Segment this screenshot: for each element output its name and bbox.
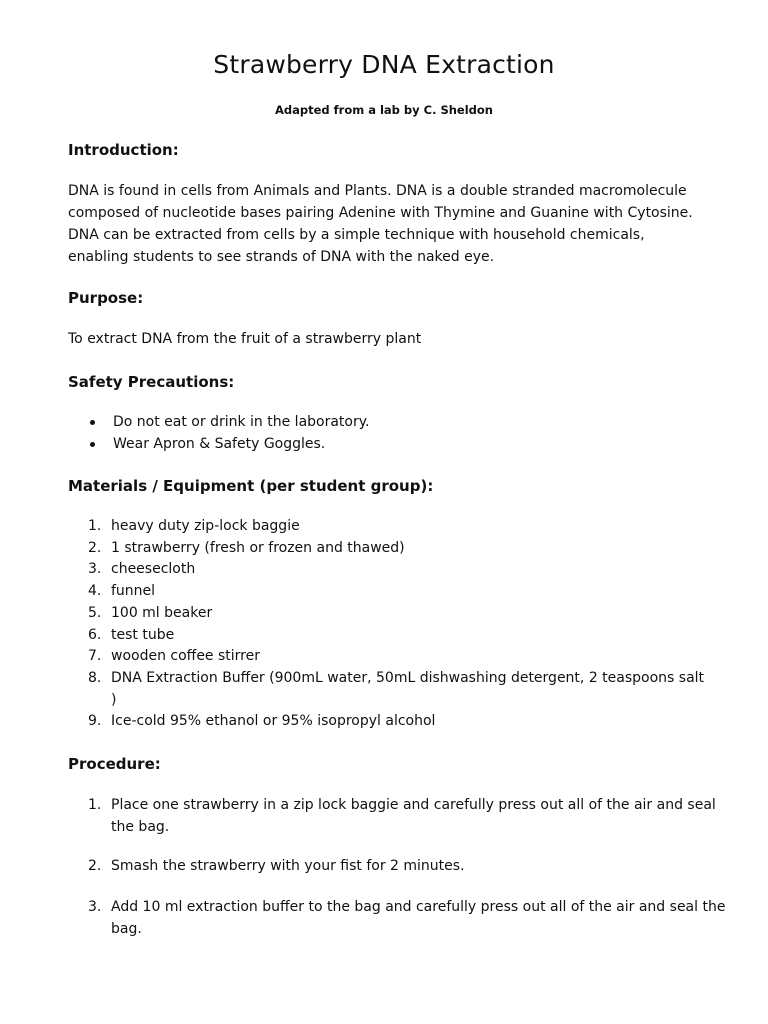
material-text: 100 ml beaker (111, 604, 213, 621)
list-item (88, 559, 708, 581)
item-number: 7. (88, 648, 102, 665)
safety-item-text: Do not eat or drink in the laboratory. (113, 414, 370, 430)
list-item (90, 433, 369, 455)
material-text: Ice-cold 95% ethanol or 95% isopropyl alcohol (111, 713, 436, 730)
safety-heading: Safety Precautions: (68, 373, 235, 391)
purpose-heading: Purpose: (68, 289, 144, 307)
procedure-step (88, 794, 731, 838)
step-number: 3. (88, 899, 102, 915)
material-text: wooden coffee stirrer (111, 648, 260, 665)
page-title: Strawberry DNA Extraction (213, 50, 555, 79)
list-item (88, 668, 708, 711)
list-item (88, 603, 708, 625)
item-number: 3. (88, 561, 102, 578)
safety-list (90, 411, 369, 455)
material-text: test tube (111, 626, 175, 643)
introduction-line: enabling students to see strands of DNA with the naked eye. (68, 249, 495, 265)
list-item (88, 625, 708, 647)
introduction-paragraph (68, 180, 718, 268)
item-number: 8. (88, 669, 102, 686)
introduction-line: DNA can be extracted from cells by a simple technique with household chemicals, (68, 227, 645, 243)
list-item (88, 516, 708, 538)
purpose-paragraph (68, 328, 718, 350)
purpose-text: To extract DNA from the fruit of a strawberry plant (68, 331, 422, 347)
material-text: cheesecloth (111, 561, 196, 578)
page-subtitle: Adapted from a lab by C. Sheldon (275, 103, 493, 117)
step-number: 2. (88, 858, 102, 874)
list-item (88, 581, 708, 603)
step-text: Smash the strawberry with your fist for 2 minutes. (111, 858, 465, 874)
safety-item-text: Wear Apron & Safety Goggles. (113, 436, 326, 452)
procedure-step (88, 855, 731, 877)
item-number: 1. (88, 518, 102, 534)
material-text: DNA Extraction Buffer (900mL water, 50mL dishwashing detergent, 2 teaspoons salt ) (111, 669, 705, 708)
step-text: Place one strawberry in a zip lock baggie and carefully press out all of the air and seal the bag. (111, 797, 716, 835)
material-text: funnel (111, 583, 156, 600)
material-text: 1 strawberry (fresh or frozen and thawed) (111, 539, 405, 556)
item-number: 2. (88, 539, 102, 556)
procedure-step (88, 896, 731, 940)
item-number: 6. (88, 626, 102, 643)
list-item (88, 711, 708, 733)
materials-heading: Materials / Equipment (per student group): (68, 477, 434, 495)
introduction-line: DNA is found in cells from Animals and Plants. DNA is a double stranded macromolecule (68, 183, 687, 199)
item-number: 9. (88, 713, 102, 730)
step-number: 1. (88, 797, 102, 813)
list-item (88, 646, 708, 668)
procedure-heading: Procedure: (68, 755, 161, 773)
bullet-icon (90, 420, 95, 425)
step-text: Add 10 ml extraction buffer to the bag and carefully press out all of the air and seal the bag. (111, 899, 726, 937)
list-item (88, 538, 708, 560)
bullet-icon (90, 442, 95, 447)
item-number: 4. (88, 583, 102, 600)
introduction-heading: Introduction: (68, 141, 179, 159)
materials-list (88, 516, 708, 733)
list-item (90, 411, 369, 433)
item-number: 5. (88, 604, 102, 621)
material-text: heavy duty zip-lock baggie (111, 518, 300, 534)
introduction-line: composed of nucleotide bases pairing Adenine with Thymine and Guanine with Cytosine. (68, 205, 693, 221)
